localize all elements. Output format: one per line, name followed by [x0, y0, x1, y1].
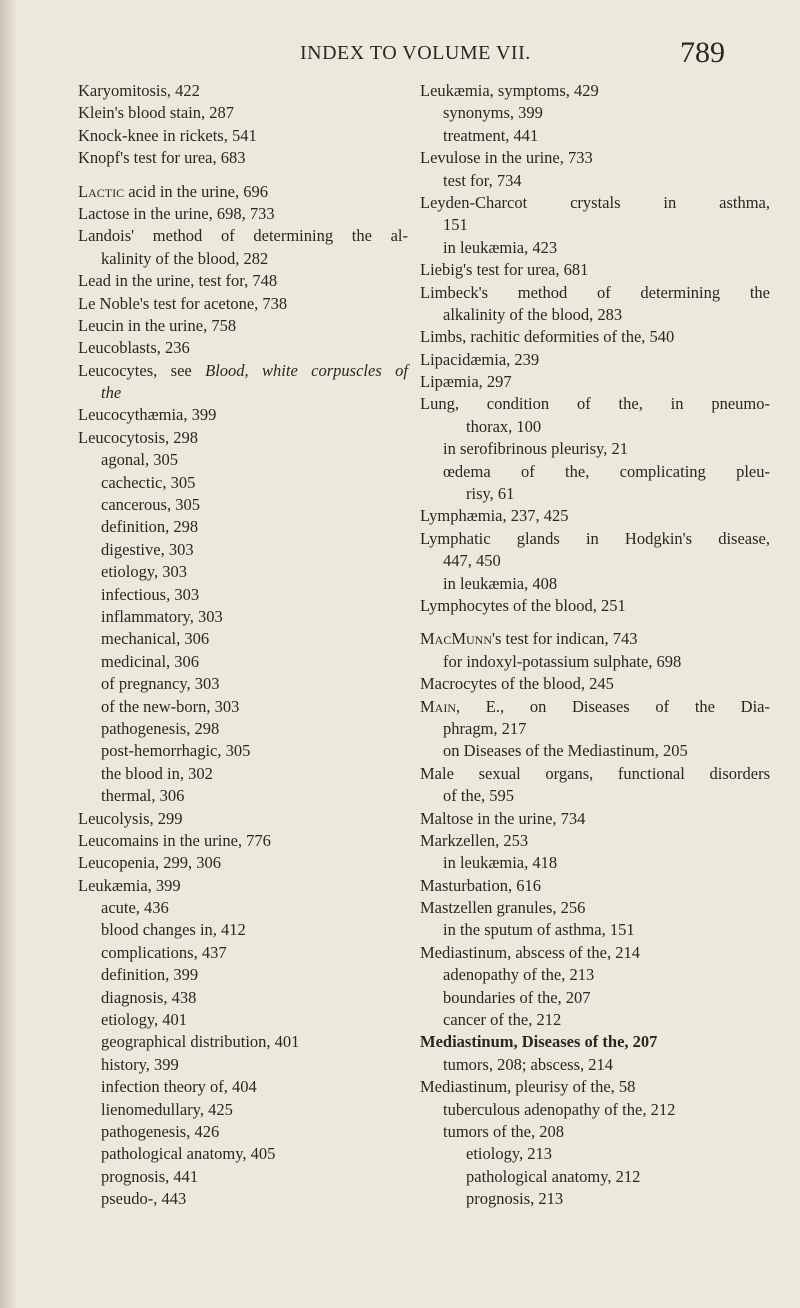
index-subentry: infectious, 303: [101, 584, 200, 604]
index-subentry: test for, 734: [443, 170, 522, 190]
index-entry: Leucolysis, 299: [78, 808, 183, 828]
index-subentry: digestive, 303: [101, 539, 194, 559]
index-subentry: pathogenesis, 298: [101, 718, 220, 738]
index-subentry: tumors of the, 208: [443, 1121, 564, 1141]
index-subentry: definition, 298: [101, 517, 199, 537]
index-subentry: blood changes in, 412: [101, 920, 246, 940]
index-entry: Macrocytes of the blood, 245: [420, 674, 614, 694]
index-subentry: 151: [443, 215, 468, 235]
index-entry: Main, E., on Diseases of the Dia-: [420, 696, 770, 716]
page-header: [0, 36, 800, 76]
index-entry: Masturbation, 616: [420, 875, 541, 895]
index-subentry: boundaries of the, 207: [443, 987, 591, 1007]
index-subentry: pathological anatomy, 212: [466, 1166, 641, 1186]
index-subentry: acute, 436: [101, 898, 169, 918]
index-entry: Mastzellen granules, 256: [420, 898, 586, 918]
index-entry: Lymphæmia, 237, 425: [420, 506, 569, 526]
index-subentry: in serofibrinous pleurisy, 21: [443, 439, 628, 459]
index-subentry: treatment, 441: [443, 125, 539, 145]
index-subentry: tuberculous adenopathy of the, 212: [443, 1099, 676, 1119]
index-entry: Le Noble's test for acetone, 738: [78, 293, 288, 313]
index-column-left: [78, 80, 408, 1211]
index-subentry: of the new-born, 303: [101, 696, 240, 716]
index-entry: Lung, condition of the, in pneumo-: [420, 394, 770, 414]
index-subentry: in leukæmia, 423: [443, 237, 558, 257]
index-subentry: etiology, 213: [466, 1144, 553, 1164]
index-subentry: diagnosis, 438: [101, 987, 197, 1007]
index-entry: Lymphocytes of the blood, 251: [420, 595, 626, 615]
section-gap: [420, 617, 770, 628]
index-entry: Limbs, rachitic deformities of the, 540: [420, 327, 675, 347]
index-subentry: thermal, 306: [101, 786, 185, 806]
index-subentry: phragm, 217: [443, 718, 527, 738]
index-subentry: œdema of the, complicating pleu-: [443, 461, 770, 481]
index-entry: Mediastinum, abscess of the, 214: [420, 942, 640, 962]
index-subentry: pseudo-, 443: [101, 1189, 187, 1209]
index-entry: Lipæmia, 297: [420, 372, 512, 392]
index-entry: Knopf's test for urea, 683: [78, 148, 246, 168]
index-entry: Lipacidæmia, 239: [420, 349, 540, 369]
index-entry: Leyden-Charcot crystals in asthma,: [420, 192, 770, 212]
index-entry: Klein's blood stain, 287: [78, 103, 235, 123]
index-subentry: the blood in, 302: [101, 763, 213, 783]
index-subentry: in the sputum of asthma, 151: [443, 920, 635, 940]
index-subentry: adenopathy of the, 213: [443, 965, 595, 985]
index-entry: Mediastinum, pleurisy of the, 58: [420, 1077, 636, 1097]
index-subentry: pathogenesis, 426: [101, 1121, 220, 1141]
index-subentry: in leukæmia, 408: [443, 573, 558, 593]
index-subentry: complications, 437: [101, 942, 227, 962]
index-entry: Leucocythæmia, 399: [78, 405, 217, 425]
index-subentry: prognosis, 213: [466, 1189, 564, 1209]
index-entry: Landois' method of determining the al-: [78, 226, 408, 246]
index-subentry: infection theory of, 404: [101, 1077, 257, 1097]
index-subentry: agonal, 305: [101, 450, 178, 470]
index-entry: Lead in the urine, test for, 748: [78, 271, 278, 291]
index-entry: Lymphatic glands in Hodgkin's disease,: [420, 528, 770, 548]
index-entry: Leucocytosis, 298: [78, 427, 199, 447]
index-entry: Leucin in the urine, 758: [78, 315, 237, 335]
index-subentry: etiology, 401: [101, 1010, 188, 1030]
page-number: 789: [680, 36, 725, 69]
page-edge-shadow: [0, 0, 18, 1308]
index-subentry: 447, 450: [443, 551, 501, 571]
index-entry: Mediastinum, Diseases of the, 207: [420, 1032, 658, 1052]
index-entry: Leucoblasts, 236: [78, 338, 190, 358]
index-entry: MacMunn's test for indican, 743: [420, 629, 638, 649]
index-entry: Levulose in the urine, 733: [420, 148, 593, 168]
index-entry: Liebig's test for urea, 681: [420, 260, 589, 280]
index-entry: Leukæmia, symptoms, 429: [420, 81, 599, 100]
index-subentry: post-hemorrhagic, 305: [101, 741, 251, 761]
index-subentry: pathological anatomy, 405: [101, 1144, 276, 1164]
index-subentry: inflammatory, 303: [101, 606, 223, 626]
index-subentry: prognosis, 441: [101, 1166, 199, 1186]
index-subentry: the: [101, 383, 122, 403]
index-subentry: on Diseases of the Mediastinum, 205: [443, 741, 688, 761]
running-title: INDEX TO VOLUME VII.: [300, 42, 531, 64]
index-entry: Karyomitosis, 422: [78, 81, 200, 100]
index-subentry: etiology, 303: [101, 562, 188, 582]
index-subentry: cancerous, 305: [101, 495, 200, 515]
section-gap: [78, 170, 408, 181]
index-subentry: medicinal, 306: [101, 651, 200, 671]
index-subentry: cachectic, 305: [101, 472, 196, 492]
index-subentry: lienomedullary, 425: [101, 1099, 233, 1119]
index-subentry: cancer of the, 212: [443, 1010, 562, 1030]
index-entry: Leucocytes, see Blood, white corpuscles of: [78, 360, 408, 380]
index-subentry: risy, 61: [466, 484, 515, 504]
index-entry: Leucomains in the urine, 776: [78, 830, 271, 850]
index-subentry: thorax, 100: [466, 416, 542, 436]
index-subentry: synonyms, 399: [443, 103, 543, 123]
index-subentry: of the, 595: [443, 786, 515, 806]
index-entry: Limbeck's method of determining the: [420, 282, 770, 302]
index-subentry: of pregnancy, 303: [101, 674, 220, 694]
index-subentry: geographical distribution, 401: [101, 1032, 300, 1052]
index-entry: Male sexual organs, functional disorders: [420, 763, 770, 783]
index-subentry: alkalinity of the blood, 283: [443, 304, 623, 324]
index-subentry: history, 399: [101, 1054, 179, 1074]
index-entry: Maltose in the urine, 734: [420, 808, 586, 828]
index-entry: Markzellen, 253: [420, 830, 529, 850]
index-entry: Leukæmia, 399: [78, 875, 181, 895]
index-subentry: kalinity of the blood, 282: [101, 248, 269, 268]
index-subentry: in leukæmia, 418: [443, 853, 558, 873]
index-entry: Knock-knee in rickets, 541: [78, 125, 257, 145]
index-entry: Leucopenia, 299, 306: [78, 853, 221, 873]
index-subentry: tumors, 208; abscess, 214: [443, 1054, 614, 1074]
index-entry: Lactic acid in the urine, 696: [78, 181, 268, 201]
index-entry: Lactose in the urine, 698, 733: [78, 203, 275, 223]
index-subentry: for indoxyl-potassium sulphate, 698: [443, 651, 682, 671]
index-column-right: [420, 80, 770, 1211]
index-subentry: mechanical, 306: [101, 629, 210, 649]
index-subentry: definition, 399: [101, 965, 199, 985]
